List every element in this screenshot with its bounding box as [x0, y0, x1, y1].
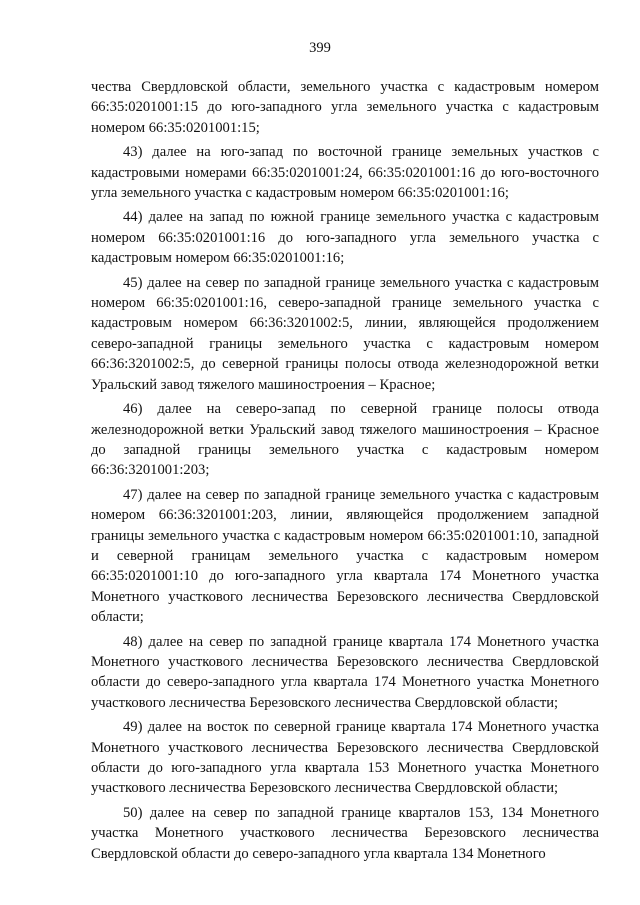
paragraph-45: 45) далее на север по западной границе земельного участка с кадастровым номером 66:35:0201001:16, северо-западной границе земельного участка с кадастровым номером 66:36:3201002:5, линии, являющейся продолжением северо-западной границы земельного участка с кадастровым номером 66:36:3201002:5, до северной границы полосы отвода железнодорожной ветки Уральский завод тяжелого машиностроения – Красное;: [91, 274, 599, 393]
paragraph-44: 44) далее на запад по южной границе земельного участка с кадастровым номером 66:35:0201001:16 до юго-западного угла земельного участка с кадастровым номером 66:35:0201001:16;: [91, 209, 599, 267]
page-number: 399: [309, 40, 331, 56]
paragraph-48: 48) далее на север по западной границе квартала 174 Монетного участка Монетного участкового лесничества Березовского лесничества Свердловской области до северо-западного угла квартала 174 Монетного участка Монетного участкового лесничества Березовского лесничества Свердловской области;: [91, 633, 599, 711]
paragraph-46: 46) далее на северо-запад по северной границе полосы отвода железнодорожной ветки Уральский завод тяжелого машиностроения – Красное до западной границы земельного участка с кадастровым номером 66:36:3201001:203;: [91, 401, 599, 479]
paragraph-continuation: чества Свердловской области, земельного участка с кадастровым номером 66:35:0201001:15 до юго-западного угла земельного участка с кадастровым номером 66:35:0201001:15;: [91, 79, 599, 136]
paragraph-47: 47) далее на север по западной границе земельного участка с кадастровым номером 66:36:3201001:203, линии, являющейся продолжением западной границы земельного участка с кадастровым номером 66:35:0201001:10, западной и северной границам земельного участка с кадастровым номером 66:35:0201001:10 до юго-западного угла квартала 174 Монетного участка Монетного участкового лесничества Березовского лесничества Свердловской области;: [91, 486, 599, 626]
paragraph-43: 43) далее на юго-запад по восточной границе земельных участков с кадастровыми номерами 66:35:0201001:24, 66:35:0201001:16 до юго-восточного угла земельного участка с кадастровым номером 66:35:0201001:16;: [91, 144, 599, 202]
document-body: [91, 77, 599, 868]
paragraph-50: 50) далее на север по западной границе кварталов 153, 134 Монетного участка Монетного участкового лесничества Березовского лесничества Свердловской области до северо-западного угла квартала 134 Монетного: [91, 804, 599, 862]
paragraph-49: 49) далее на восток по северной границе квартала 174 Монетного участка Монетного участкового лесничества Березовского лесничества Свердловской области до юго-западного угла квартала 153 Монетного участка Монетного участкового лесничества Березовского лесничества Свердловской области;: [91, 719, 599, 797]
